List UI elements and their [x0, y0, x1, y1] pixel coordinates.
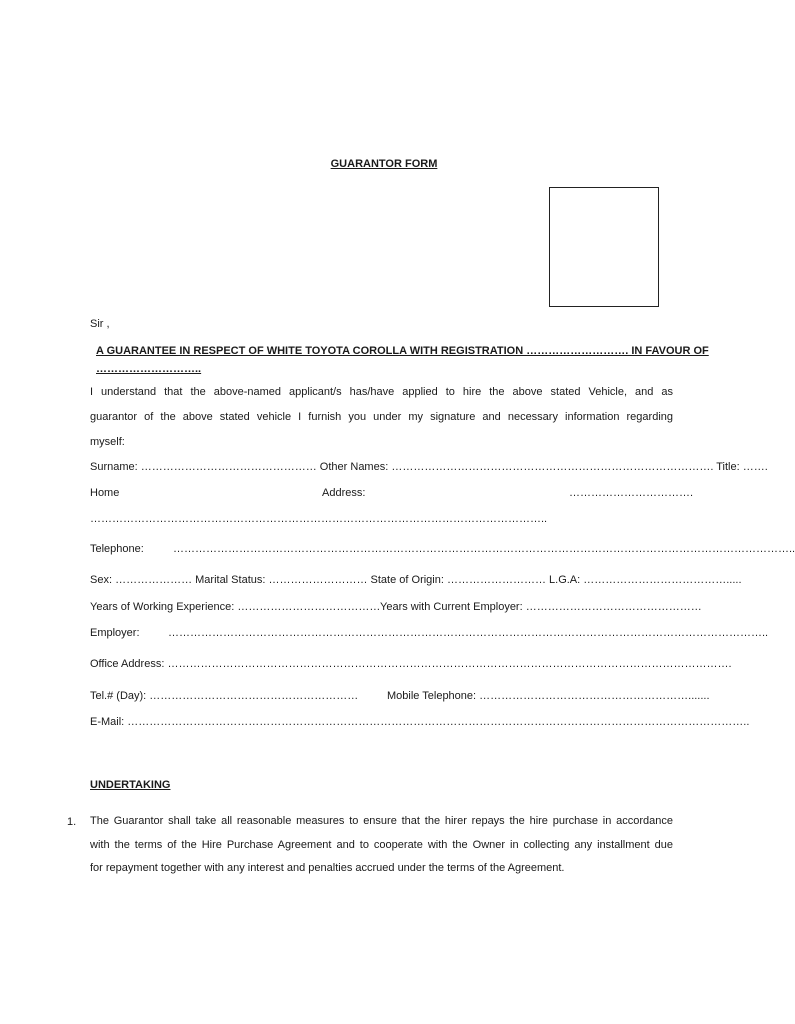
working-experience-field[interactable]: Years of Working Experience: ………………………………… — [90, 601, 381, 613]
intro-line-1: I understand that the above-named applicant/s has/have applied to hire the above stated Vehicle, and as — [90, 386, 673, 398]
undertaking-line-1: The Guarantor shall take all reasonable measures to ensure that the hirer repays the hire purchase in accordance — [90, 815, 673, 827]
sex-marital-origin-lga-row[interactable]: Sex: ………………… Marital Status: ……………………… State of Origin: ……………………… L.G.A: …………………………………..... — [90, 574, 742, 586]
employer-field[interactable]: ……………………………………………………………………………………………………………………………………………….. — [168, 627, 769, 639]
telephone-field[interactable]: …………………………………………………………………………………………………………………………………………………….. — [173, 543, 795, 555]
current-employer-years-field[interactable]: Years with Current Employer: ………………………………………… — [380, 601, 702, 613]
passport-photo-box — [549, 187, 659, 307]
address-field[interactable]: ……………………………. — [569, 487, 694, 499]
tel-day-field[interactable]: Tel.# (Day): ………………………………………………… — [90, 690, 359, 702]
salutation: Sir , — [90, 318, 110, 330]
email-field[interactable]: E-Mail: …………………………………………………………………………………………………………………………………………………….. — [90, 716, 750, 728]
undertaking-heading: UNDERTAKING — [90, 779, 171, 791]
home-label: Home — [90, 487, 120, 499]
intro-line-2: guarantor of the above stated vehicle I furnish you under my signature and necessary information regarding — [90, 411, 673, 423]
surname-field[interactable]: Surname: ………………………………………… Other Names: ……………………………………………………………………………. Title: ……. — [90, 461, 768, 473]
intro-paragraph — [90, 380, 673, 455]
undertaking-item-1 — [90, 810, 673, 881]
undertaking-line-3: for repayment together with any interest and penalties accrued under the terms of the Agreement. — [90, 862, 565, 874]
office-address-field[interactable]: Office Address: ………………………………………………………………………………………………………………………………………. — [90, 658, 732, 670]
undertaking-line-2: with the terms of the Hire Purchase Agreement and to cooperate with the Owner in collecting any installment due — [90, 838, 673, 851]
intro-line-3: myself: — [90, 436, 125, 448]
mobile-telephone-field[interactable]: Mobile Telephone: …………………………………………………....... — [387, 690, 710, 702]
employer-label: Employer: — [90, 627, 140, 639]
form-title: GUARANTOR FORM — [330, 158, 438, 170]
telephone-label: Telephone: — [90, 543, 144, 555]
undertaking-item-number: 1. — [67, 816, 77, 828]
subject-line-1: A GUARANTEE IN RESPECT OF WHITE TOYOTA COROLLA WITH REGISTRATION ………………………. IN FAVOUR OF — [96, 345, 709, 357]
subject-line-2: ……………………….. — [96, 363, 202, 375]
address-label: Address: — [322, 487, 366, 499]
address-line-2[interactable]: …………………………………………………………………………………………………………….. — [90, 513, 548, 525]
